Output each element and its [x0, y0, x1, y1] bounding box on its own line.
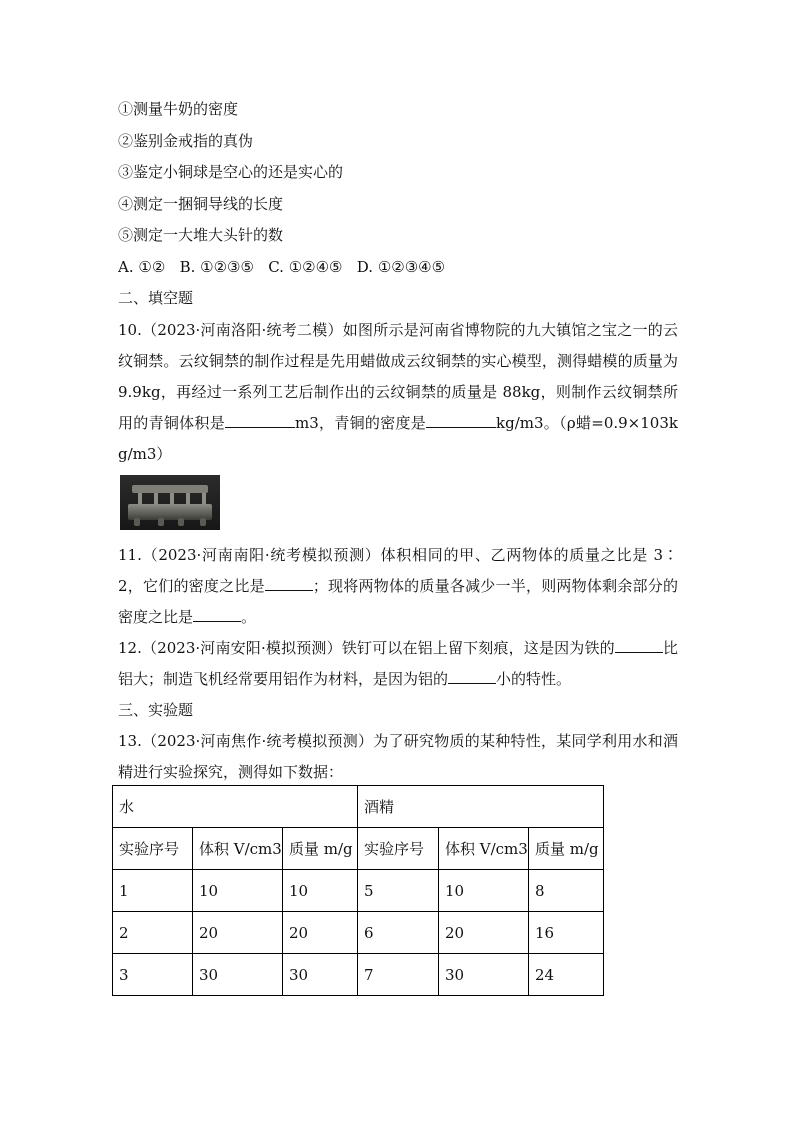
- table-cell: 20: [193, 912, 283, 954]
- answer-blank[interactable]: [193, 605, 241, 622]
- option-5: ⑤测定一大堆大头针的数: [118, 226, 284, 244]
- table-cell: 5: [358, 870, 439, 912]
- answer-blank[interactable]: [225, 411, 295, 428]
- table-cell: 16: [529, 912, 604, 954]
- header-cell: 体积 V/cm3: [439, 828, 529, 870]
- table-cell: 6: [358, 912, 439, 954]
- question-11-text-3: 。: [241, 607, 257, 626]
- table-row: [113, 870, 604, 912]
- bronze-artifact-photo: [120, 475, 220, 530]
- table-cell: 30: [439, 954, 529, 996]
- table-cell: 2: [113, 912, 193, 954]
- table-row: [113, 912, 604, 954]
- table-cell: 30: [283, 954, 358, 996]
- header-cell: 实验序号: [358, 828, 439, 870]
- question-10-text-2: m3，青铜的密度是: [294, 413, 427, 432]
- table-cell: 10: [439, 870, 529, 912]
- data-table: [112, 785, 604, 996]
- header-cell: 质量 m/g: [529, 828, 604, 870]
- table-cell: 20: [283, 912, 358, 954]
- answer-blank[interactable]: [615, 636, 663, 653]
- option-4: ④测定一捆铜导线的长度: [118, 194, 284, 213]
- group-water: 水: [113, 786, 358, 828]
- table-cell: 30: [193, 954, 283, 996]
- question-11-text-1: 11.（2023·河南南阳·统考模拟预测）体积相同的甲、乙两物体的质量之比是 3∶2，它们的密度之比是: [118, 545, 678, 595]
- question-12: [118, 633, 678, 695]
- header-cell: 体积 V/cm3: [193, 828, 283, 870]
- option-1: ①测量牛奶的密度: [118, 100, 239, 118]
- question-13: 13.（2023·河南焦作·统考模拟预测）为了研究物质的某种特性，某同学利用水和酒精进行实验探究，测得如下数据：: [118, 732, 678, 781]
- section-heading-experiment: 三、实验题: [118, 700, 194, 719]
- section-heading-fill-in: 二、填空题: [118, 289, 194, 307]
- table-group-row: [113, 786, 604, 828]
- question-12-text-1: 12.（2023·河南安阳·模拟预测）铁钉可以在铝上留下刻痕，这是因为铁的: [118, 638, 615, 657]
- answer-blank[interactable]: [448, 667, 496, 684]
- table-header-row: [113, 828, 604, 870]
- answer-blank[interactable]: [265, 574, 313, 591]
- table-cell: 10: [283, 870, 358, 912]
- question-10: [118, 315, 678, 470]
- answer-blank[interactable]: [426, 411, 496, 428]
- worksheet-page: [118, 94, 678, 788]
- table-cell: 10: [193, 870, 283, 912]
- table-cell: 7: [358, 954, 439, 996]
- question-12-text-2: 比铝大；制造飞机经常要用铝作为材料，是因为铝的: [118, 638, 678, 688]
- table-cell: 1: [113, 870, 193, 912]
- question-11: [118, 540, 678, 633]
- table-row: [113, 954, 604, 996]
- table-cell: 8: [529, 870, 604, 912]
- question-11-text-2: ；现将两物体的质量各减少一半，则两物体剩余部分的密度之比是: [118, 576, 678, 626]
- header-cell: 质量 m/g: [283, 828, 358, 870]
- table-cell: 20: [439, 912, 529, 954]
- header-cell: 实验序号: [113, 828, 193, 870]
- table-cell: 3: [113, 954, 193, 996]
- question-12-text-3: 小的特性。: [496, 669, 572, 688]
- option-2: ②鉴别金戒指的真伪: [118, 131, 254, 150]
- option-3: ③鉴定小铜球是空心的还是实心的: [118, 163, 344, 181]
- group-alcohol: 酒精: [358, 786, 604, 828]
- table-cell: 24: [529, 954, 604, 996]
- question-10-text-3: kg/m3。（ρ蜡=0.9×103kg/m3）: [118, 413, 678, 463]
- question-10-text-1: 10.（2023·河南洛阳·统考二模）如图所示是河南省博物院的九大镇馆之宝之一的云纹铜禁。云纹铜禁的制作过程是先用蜡做成云纹铜禁的实心模型，测得蜡模的质量为 9.9kg，再经过一系列工艺后制作出的云纹铜禁的质量是 88kg，则制作云纹铜禁所用的青铜体积是: [118, 320, 678, 432]
- answer-choices: A. ①② B. ①②③⑤ C. ①②④⑤ D. ①②③④⑤: [118, 257, 446, 276]
